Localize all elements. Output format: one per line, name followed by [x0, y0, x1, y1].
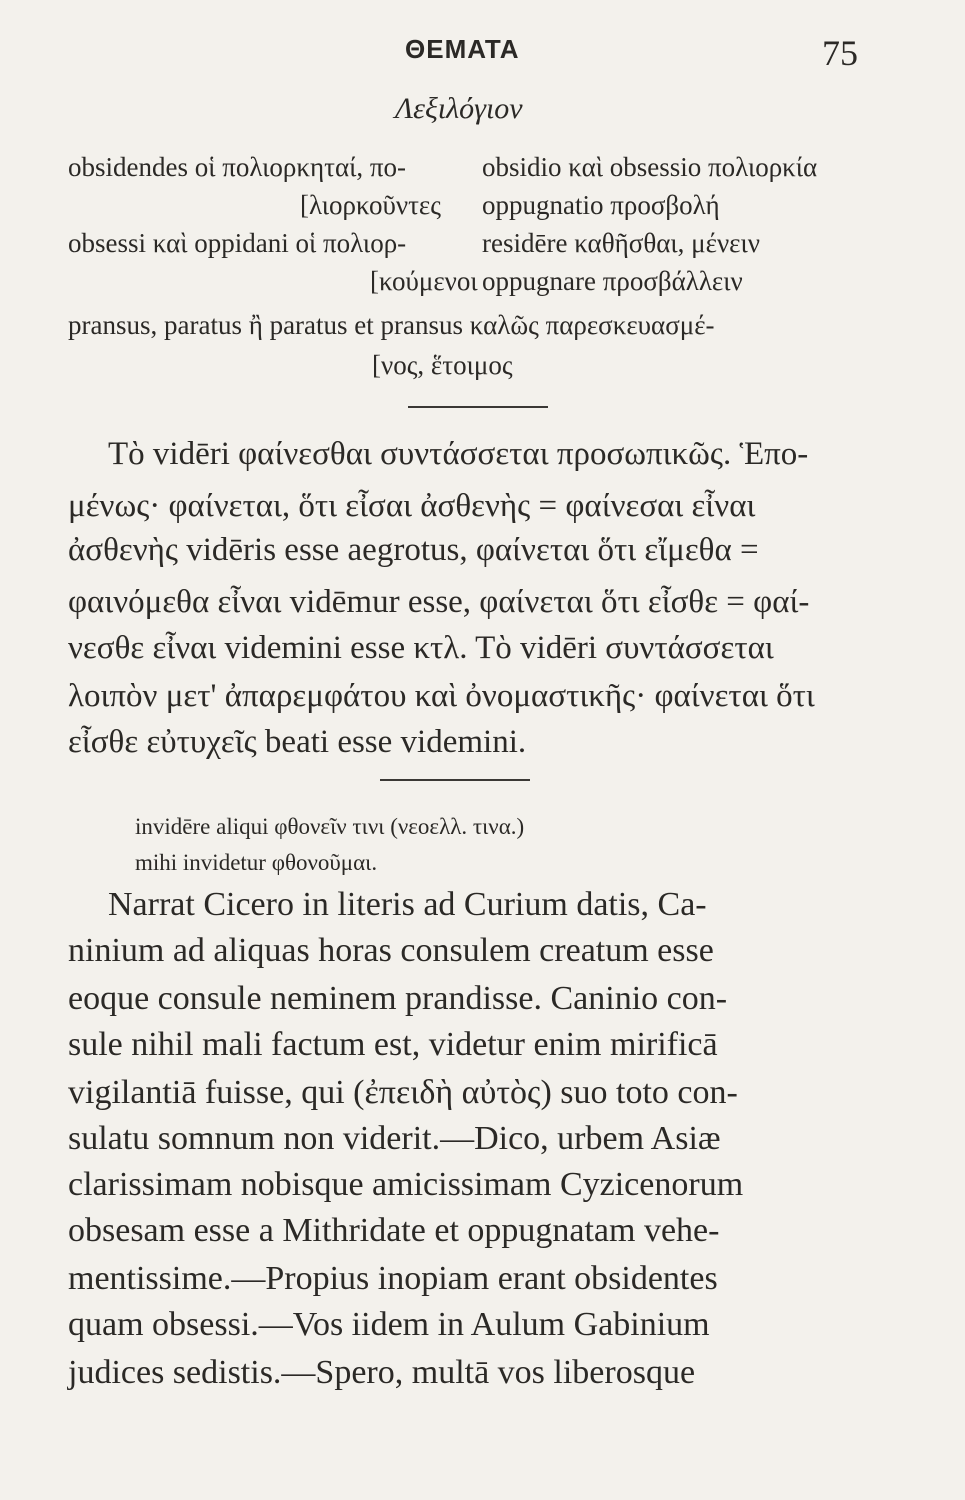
note-line: invidēre aliqui φθονεῖν τινι (νεοελλ. τινα.) [135, 814, 525, 839]
note-line: mihi invidetur φθονοῦμαι. [135, 850, 378, 875]
paragraph-line: ἀσθενὴς vidēris esse aegrotus, φαίνεται ὅτι εἴμεθα = [68, 532, 759, 568]
paragraph-line: Τὸ vidēri φαίνεσθαι συντάσσεται προσωπικῶς. Ἑπο- [108, 436, 809, 472]
paragraph-line: εἶσθε εὐτυχεῖς beati esse videmini. [68, 724, 527, 760]
paragraph-line: ninium ad aliquas horas consulem creatum esse [68, 932, 714, 969]
lexicon-right-1: obsidio καὶ obsessio πολιορκία [482, 152, 818, 182]
paragraph-line: vigilantiā fuisse, qui (ἐπειδὴ αὐτὸς) suo toto con- [68, 1074, 738, 1111]
paragraph-line: sulatu somnum non viderit.—Dico, urbem Asiæ [68, 1120, 721, 1157]
lexicon-line-5: pransus, paratus ἢ paratus et pransus καλῶς παρεσκευασμέ- [68, 310, 715, 340]
paragraph-line: mentissime.—Propius inopiam erant obsidentes [68, 1260, 718, 1297]
paragraph-line: Narrat Cicero in literis ad Curium datis, Ca- [108, 886, 707, 923]
paragraph-line: νεσθε εἶναι videmini esse κτλ. Τὸ vidēri συντάσσεται [68, 630, 774, 666]
paragraph-line: sule nihil mali factum est, videtur enim mirificā [68, 1026, 718, 1063]
paragraph-line: μένως· φαίνεται, ὅτι εἶσαι ἀσθενὴς = φαίνεσαι εἶναι [68, 488, 756, 524]
page-number: 75 [822, 33, 858, 73]
paragraph-line: quam obsessi.—Vos iidem in Aulum Gabinium [68, 1306, 710, 1343]
lexicon-right-3: residēre καθῆσθαι, μένειν [482, 228, 760, 258]
lexicon-title: Λεξιλόγιον [395, 92, 523, 125]
lexicon-line-6: [νος, ἕτοιμος [372, 350, 513, 380]
running-header-title: ΘΕΜΑΤΑ [405, 34, 520, 64]
lexicon-right-2: oppugnatio προσβολή [482, 190, 720, 220]
lexicon-left-1: obsidendes οἱ πολιορκηταί, πο- [68, 152, 406, 182]
paragraph-line: φαινόμεθα εἶναι vidēmur esse, φαίνεται ὅτι εἶσθε = φαί- [68, 584, 810, 620]
lexicon-left-4: [κούμενοι [370, 266, 478, 296]
paragraph-line: obsesam esse a Mithridate et oppugnatam vehe- [68, 1212, 720, 1249]
paragraph-line: judices sedistis.—Spero, multā vos liberosque [68, 1354, 696, 1391]
lexicon-left-2: [λιορκοῦντες [300, 190, 441, 220]
section-divider [408, 406, 548, 408]
paragraph-line: λοιπὸν μετ' ἀπαρεμφάτου καὶ ὀνομαστικῆς· φαίνεται ὅτι [68, 678, 815, 714]
section-divider [380, 779, 530, 781]
lexicon-right-4: oppugnare προσβάλλειν [482, 266, 743, 296]
lexicon-left-3: obsessi καὶ oppidani οἱ πολιορ- [68, 228, 407, 258]
paragraph-line: eoque consule neminem prandisse. Caninio con- [68, 980, 728, 1017]
paragraph-line: clarissimam nobisque amicissimam Cyzicenorum [68, 1166, 744, 1203]
